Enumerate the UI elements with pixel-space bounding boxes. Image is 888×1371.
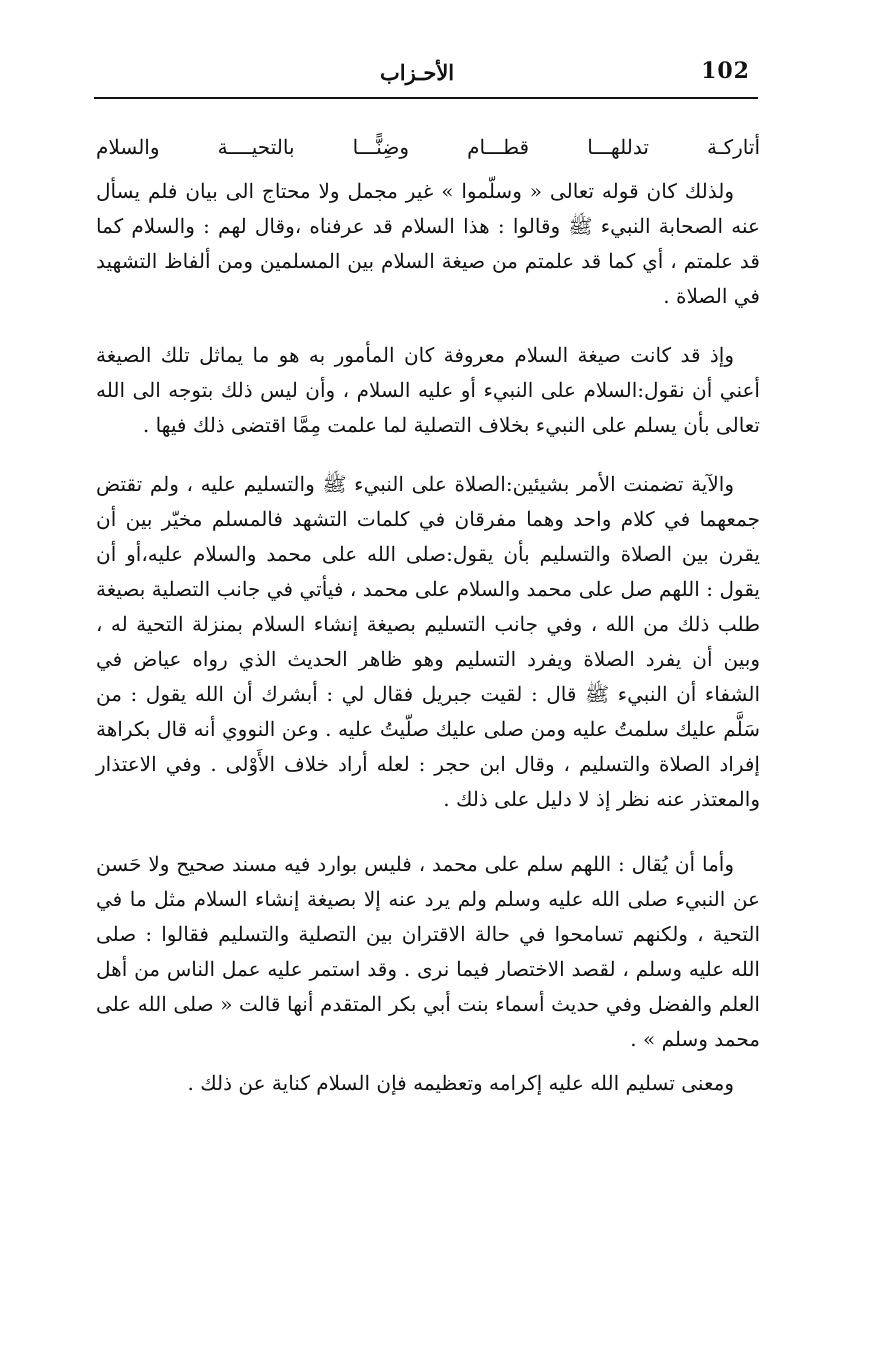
poetry-verse [96, 130, 760, 165]
paragraph: وأما أن يُقال : اللهم سلم على محمد ، فليس بوارد فيه مسند صحيح ولا حَسن عن النبيء صلى الله عليه وسلم ولم يرد عنه إلا بصيغة إنشاء السلام مثل ما في التحية ، ولكنهم تسامحوا في حالة الاقتران بين التصلية والتسليم فقالوا : صلى الله عليه وسلم ، لقصد الاختصار فيما نرى . وقد استمر عليه عمل الناس من أهل العلم والفضل وفي حديث أسماء بنت أبي بكر المتقدم أنها قالت « صلى الله على محمد وسلم » . [96, 852, 760, 1051]
running-title: الأحـزاب [380, 60, 455, 85]
verse-word: أتاركـة [707, 135, 760, 159]
paragraph: ومعنى تسليم الله عليه إكرامه وتعظيمه فإن السلام كناية عن ذلك . [187, 1071, 734, 1095]
verse-word: بالتحيــــة [217, 135, 295, 159]
header-rule [94, 97, 758, 99]
page-body [96, 130, 760, 1101]
paragraph: والآية تضمنت الأمر بشيئين:الصلاة على النبيء ﷺ والتسليم عليه ، ولم تقتض جمعهما في كلام واحد وهما مفرقان في كلمات التشهد فالمسلم مخيّر بين أن يقرن بين الصلاة والتسليم بأن يقول:صلى الله على محمد والسلام عليه،أو أن يقول : اللهم صل على محمد والسلام على محمد ، فيأتي في جانب التصلية بصيغة طلب ذلك من الله ، وفي جانب التسليم بصيغة إنشاء السلام بمنزلة التحية له ، وبين أن يفرد الصلاة ويفرد التسليم وهو ظاهر الحديث الذي رواه عياض في الشفاء أن النبيء ﷺ قال : لقيت جبريل فقال لي : أبشرك أن الله يقول : من سَلَّم عليك سلمتُ عليه ومن صلى عليك صلّيتُ عليه . وعن النووي أنه قال بكراهة إفراد الصلاة والتسليم ، وقال ابن حجر : لعله أراد خلاف الأَوْلى . وفي الاعتذار والمعتذر عنه نظر إذ لا دليل على ذلك . [96, 472, 760, 811]
page-number: 102 [701, 58, 750, 84]
paragraph: وإذ قد كانت صيغة السلام معروفة كان المأمور به هو ما يماثل تلك الصيغة أعني أن نقول:السلام على النبيء أو عليه السلام ، وأن ليس ذلك بتوجه الى الله تعالى بأن يسلم على النبيء بخلاف التصلية لما علمت مِمَّا اقتضى ذلك فيها . [96, 343, 760, 437]
page-header [94, 54, 758, 94]
paragraph: ولذلك كان قوله تعالى « وسلّموا » غير مجمل ولا محتاج الى بيان فلم يسأل عنه الصحابة النبيء ﷺ وقالوا : هذا السلام قد عرفناه ،وقال لهم : والسلام كما قد علمتم ، أي كما قد علمتم من صيغة السلام بين المسلمين ومن ألفاظ التشهيد في الصلاة . [96, 179, 760, 308]
verse-word: قطـــام [467, 135, 530, 159]
verse-word: والسلام [96, 135, 160, 159]
verse-word: تدللهـــا [587, 135, 649, 159]
verse-word: وضِنًّـــا [352, 135, 409, 159]
